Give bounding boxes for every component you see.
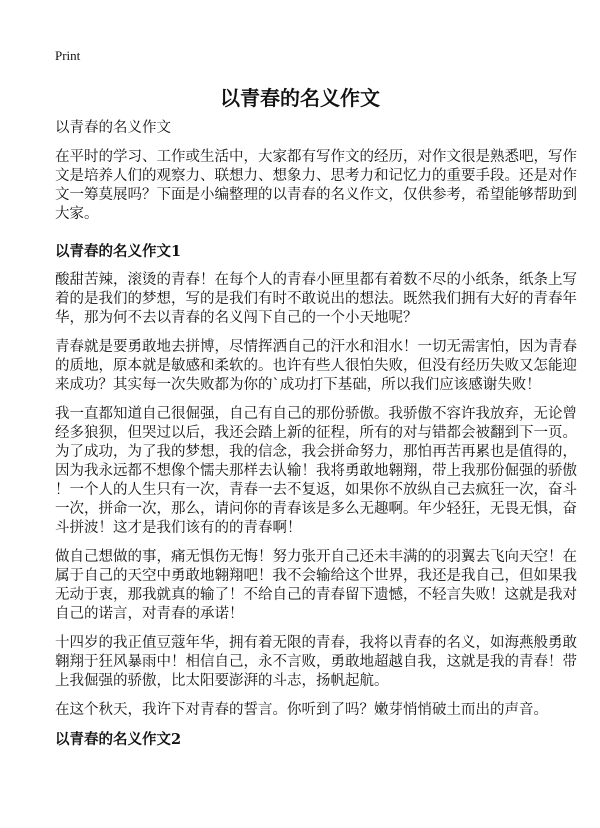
section-heading-1: 以青春的名义作文1 bbox=[55, 243, 182, 260]
paragraph bbox=[55, 548, 577, 624]
text-line: 华，那为何不去以青春的名义闯下自己的一个小天地呢？ bbox=[55, 310, 418, 326]
text-line: 翱翔于狂风暴雨中！相信自己，永不言败，勇敢地超越自我，这就是我的青春！带 bbox=[55, 654, 577, 670]
text-line: 着的是我们的梦想，写的是我们有时不敢说出的想法。既然我们拥有大好的青春年 bbox=[55, 291, 577, 307]
text-line: 的质地，原本就是敏感和柔软的。也许有些人很怕失败，但没有经历失败又怎能迎 bbox=[55, 358, 577, 374]
text-line: 为了成功，为了我的梦想，我的信念，我会拼命努力，那怕再苦再累也是值得的， bbox=[55, 444, 577, 460]
text-line: 斗拼波！这才是我们该有的的青春啊！ bbox=[55, 520, 302, 536]
paragraph bbox=[55, 338, 577, 395]
text-line: 属于自己的天空中勇敢地翱翔吧！我不会输给这个世界，我还是我自己，但如果我 bbox=[55, 568, 577, 584]
paragraph bbox=[55, 271, 577, 328]
text-line: 文是培养人们的观察力、联想力、想象力、思考力和记忆力的重要手段。还是对作 bbox=[55, 168, 577, 184]
text-line: 我一直都知道自己很倔强，自己有自己的那份骄傲。我骄傲不容许我放弃，无论曾 bbox=[55, 406, 577, 422]
print-link[interactable]: Print bbox=[55, 48, 81, 63]
text-line: 大家。 bbox=[55, 206, 99, 222]
text-line: 文一筹莫展吗？下面是小编整理的以青春的名义作文，仅供参考，希望能够帮助到 bbox=[55, 187, 577, 203]
text-line: 青春就是要勇敢地去拼博，尽情挥洒自己的汗水和泪水！一切无需害怕，因为青春 bbox=[55, 339, 577, 355]
text-line: 来成功？其实每一次失败都为你的`成功打下基础，所以我们应该感谢失败！ bbox=[55, 377, 541, 393]
text-line: 在平时的学习、工作或生活中，大家都有写作文的经历，对作文很是熟悉吧，写作 bbox=[55, 149, 577, 165]
text-line: ！一个人的人生只有一次，青春一去不复返，如果你不放纵自己去疯狂一次，奋斗 bbox=[55, 482, 577, 498]
text-line: 无动于衷，那我就真的输了！不给自己的青春留下遗憾，不轻言失败！这就是我对 bbox=[55, 587, 577, 603]
text-line: 酸甜苦辣，滚烫的青春！在每个人的青春小匣里都有着数不尽的小纸条，纸条上写 bbox=[55, 272, 577, 288]
section-heading-2: 以青春的名义作文2 bbox=[55, 731, 182, 748]
text-line: 因为我永远都不想像个懦夫那样去认输！我将勇敢地翱翔，带上我那份倔强的骄傲 bbox=[55, 463, 577, 479]
text-line: 上我倔强的骄傲，比太阳要澎湃的斗志，扬帆起航。 bbox=[55, 673, 389, 689]
document-title: 以青春的名义作文 bbox=[220, 86, 380, 110]
text-line: 在这个秋天，我许下对青春的誓言。你听到了吗？嫩芽悄悄破土而出的声音。 bbox=[55, 702, 548, 718]
subtitle: 以青春的名义作文 bbox=[55, 120, 171, 136]
paragraph bbox=[55, 701, 565, 720]
essay-paragraphs bbox=[55, 271, 577, 720]
text-line: 自己的诺言，对青春的承诺！ bbox=[55, 606, 244, 622]
text-line: 十四岁的我正值豆蔻年华，拥有着无限的青春，我将以青春的名义，如海燕般勇敢 bbox=[55, 635, 577, 651]
paragraph bbox=[55, 634, 577, 691]
text-line: 一次，拼命一次，那么，请问你的青春该是多么无趣啊。年少轻狂，无畏无惧，奋 bbox=[55, 501, 577, 517]
text-line: 做自己想做的事，痛无惧伤无悔！努力张开自己还未丰满的的羽翼去飞向天空！在 bbox=[55, 549, 577, 565]
text-line: 经多狼狈，但哭过以后，我还会踏上新的征程，所有的对与错都会被翻到下一页。 bbox=[55, 425, 577, 441]
intro-paragraph bbox=[55, 148, 577, 224]
document-body bbox=[55, 119, 577, 759]
paragraph bbox=[55, 405, 577, 538]
